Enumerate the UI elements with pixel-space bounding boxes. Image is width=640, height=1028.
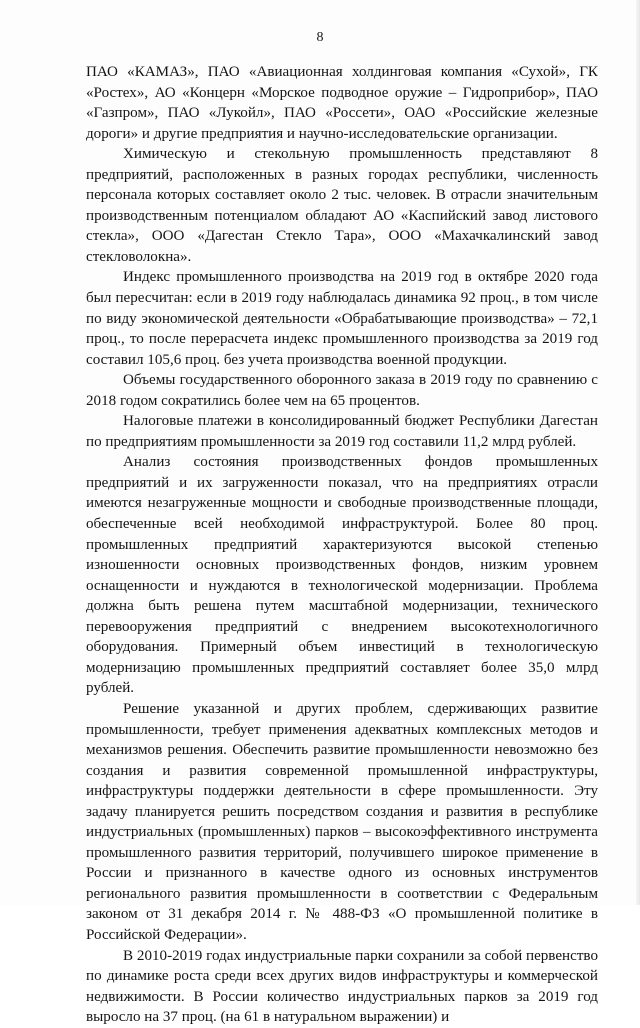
document-body: [86, 62, 598, 1028]
paragraph-production-index: Индекс промышленного производства на 2019 год в октябре 2020 года был пересчитан: если в 2019 году наблюдалась динамика 92 проц., в том числе по виду экономической деятельности «Обрабатывающие производства» – 72,1 проц., то после перерасчета индекс промышленного производства за 2019 год составил 105,6 проц. без учета производства военной продукции.: [86, 269, 598, 368]
paragraph-industrial-parks-growth: В 2010-2019 годах индустриальные парки сохранили за собой первенство по динамике роста среди всех других видов инфраструктуры и коммерческой недвижимости. В России количество индустриальных парков за 2019 год выросло на 37 проц. (на 61 в натуральном выражении) и: [86, 947, 598, 1026]
paragraph-chemical-glass-industry: Химическую и стекольную промышленность представляют 8 предприятий, расположенных в разных городах республики, численность персонала которых составляет около 2 тыс. человек. В отрасли значительным производственным потенциалом обладают АО «Каспийский завод листового стекла», ООО «Дагестан Стекло Тара», ООО «Махачкалинский завод стекловолокна».: [86, 146, 598, 265]
paragraph-enterprise-list: ПАО «КАМАЗ», ПАО «Авиационная холдинговая компания «Сухой», ГК «Ростех», АО «Концерн «Морское подводное оружие – Гидроприбор», ПАО «Газпром», ПАО «Лукойл», ПАО «Россети», ОАО «Российские железные дороги» и другие предприятия и научно-исследовательские организации.: [86, 64, 598, 142]
scan-edge-shadow: [636, 0, 640, 905]
paragraph-tax-payments: Налоговые платежи в консолидированный бюджет Республики Дагестан по предприятиям промышленности за 2019 год составили 11,2 млрд рублей.: [86, 413, 598, 450]
paragraph-industrial-parks-solution: Решение указанной и других проблем, сдерживающих развитие промышленности, требует применения адекватных комплексных методов и механизмов решения. Обеспечить развитие промышленности невозможно без создания и развития современной промышленной инфраструктуры, инфраструктуры поддержки деятельности в сфере промышленности. Эту задачу планируется решить посредством создания и развития в республике индустриальных (промышленных) парков – высокоэффективного инструмента промышленного развития территорий, получившего широкое применение в России и признанного в качестве одного из основных инструментов регионального развития промышленности в соответствии с Федеральным законом от 31 декабря 2014 г. № 488-ФЗ «О промышленной политике в Российской Федерации».: [86, 700, 598, 943]
paragraph-defense-order: Объемы государственного оборонного заказа в 2019 году по сравнению с 2018 годом сократились более чем на 65 процентов.: [86, 372, 598, 409]
paragraph-production-assets-analysis: Анализ состояния производственных фондов промышленных предприятий и их загруженности показал, что на предприятиях отрасли имеются незагруженные мощности и свободные производственные площади, обеспеченные всей необходимой инфраструктурой. Более 80 проц. промышленных предприятий характеризуются высокой степенью изношенности основных производственных фондов, низким уровнем оснащенности и нуждаются в технологической модернизации. Проблема должна быть решена путем масштабной модернизации, технического перевооружения предприятий с внедрением высокотехнологичного оборудования. Примерный объем инвестиций в технологическую модернизацию промышленных предприятий составляет более 35,0 млрд рублей.: [86, 454, 598, 697]
page-number: 8: [316, 30, 324, 45]
